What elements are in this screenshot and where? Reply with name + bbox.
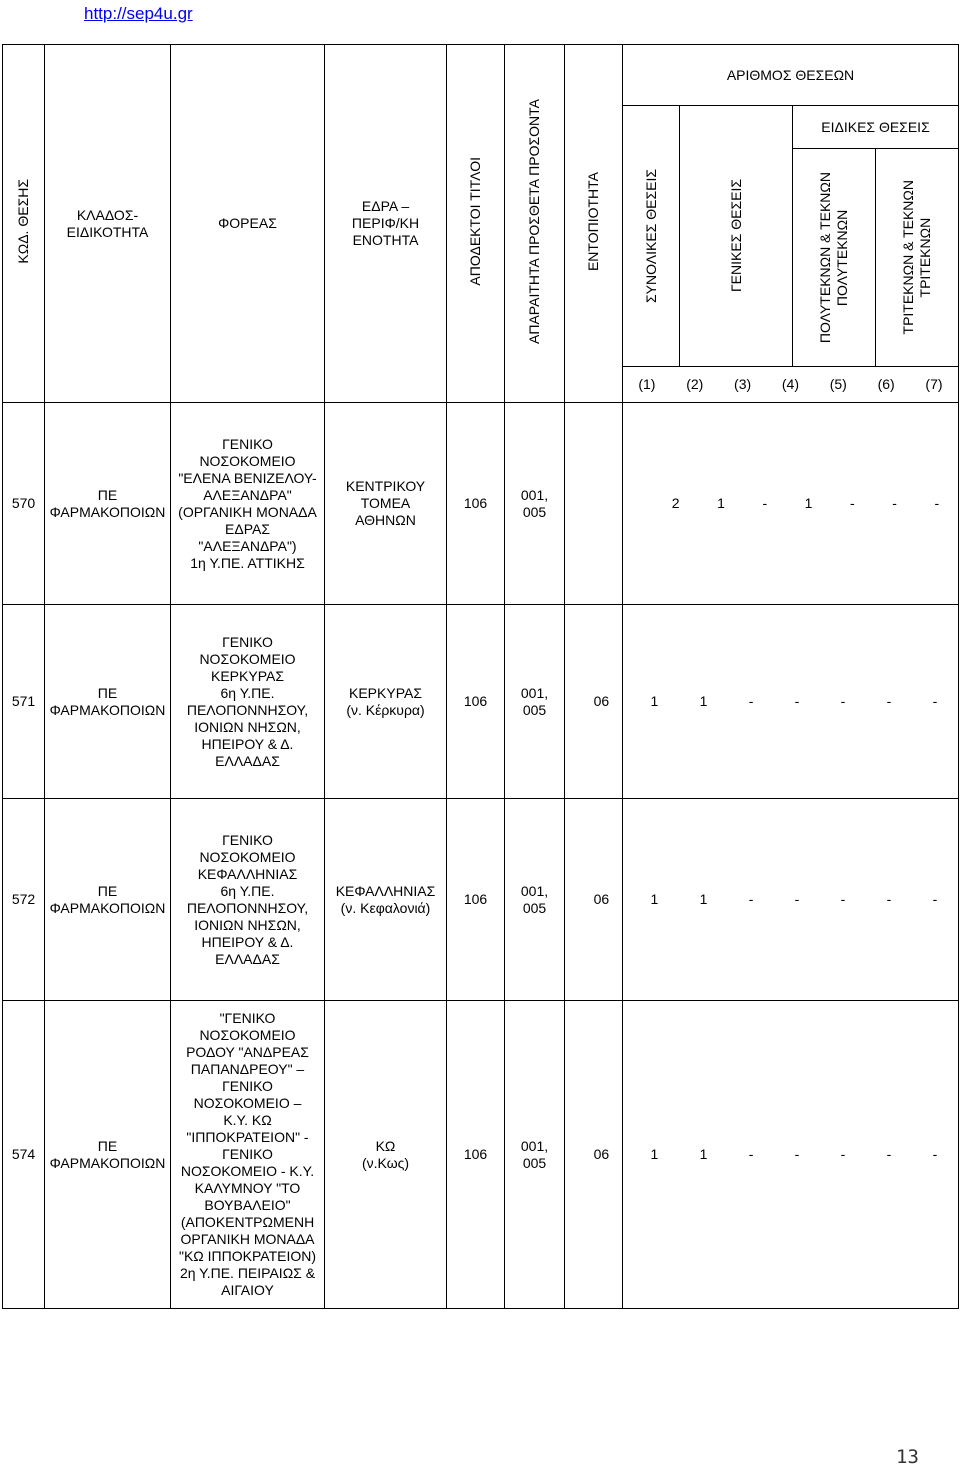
header-seat: ΕΔΡΑ – ΠΕΡΙΦ/ΚΗ ΕΝΟΤΗΤΑ <box>325 45 447 403</box>
row-seat: ΚΩ (ν.Κως) <box>325 1001 447 1309</box>
header-locality: ΕΝΤΟΠΙΟΤΗΤΑ <box>565 45 623 403</box>
header-subcolumns <box>623 106 959 367</box>
count: - <box>850 495 855 511</box>
row-counts <box>593 1001 959 1309</box>
header-titles: ΑΠΟΔΕΚΤΟΙ ΤΙΤΛΟΙ <box>447 45 505 403</box>
header-total: ΣΥΝΟΛΙΚΕΣ ΘΕΣΕΙΣ <box>623 106 680 366</box>
row-counts <box>593 799 959 1001</box>
row-extra: 001, 005 <box>505 799 565 1001</box>
row-branch: ΠΕ ΦΑΡΜΑΚΟΠΟΙΩΝ <box>45 605 171 799</box>
row-branch: ΠΕ ΦΑΡΜΑΚΟΠΟΙΩΝ <box>45 1001 171 1309</box>
col-num: (2) <box>686 376 704 392</box>
count: - <box>794 693 800 709</box>
count: 06 <box>593 891 610 907</box>
count: - <box>840 1146 846 1162</box>
count: 1 <box>804 495 813 511</box>
row-locality <box>565 403 623 605</box>
count: 1 <box>699 891 708 907</box>
table-row <box>3 605 959 799</box>
row-counts <box>623 403 959 605</box>
count: 06 <box>593 693 610 709</box>
header-general: ΓΕΝΙΚΕΣ ΘΕΣΕΙΣ <box>680 106 793 366</box>
count: - <box>886 1146 892 1162</box>
row-agency: ΓΕΝΙΚΟ ΝΟΣΟΚΟΜΕΙΟ "ΕΛΕΝΑ ΒΕΝΙΖΕΛΟΥ- ΑΛΕΞΑΝΔΡΑ" (ΟΡΓΑΝΙΚΗ ΜΟΝΑΔΑ ΕΔΡΑΣ "ΑΛΕΞΑΝΔΡΑ") 1η Υ.ΠΕ. ΑΤΤΙΚΗΣ <box>171 403 325 605</box>
count: - <box>748 1146 754 1162</box>
count: 06 <box>593 1146 610 1162</box>
row-titles: 106 <box>447 605 505 799</box>
row-code: 574 <box>3 1001 45 1309</box>
row-agency: ΓΕΝΙΚΟ ΝΟΣΟΚΟΜΕΙΟ ΚΕΡΚΥΡΑΣ 6η Υ.ΠΕ. ΠΕΛΟΠΟΝΝΗΣΟΥ, ΙΟΝΙΩΝ ΝΗΣΩΝ, ΗΠΕΙΡΟΥ & Δ. ΕΛΛΑΔΑΣ <box>171 605 325 799</box>
page-number: 13 <box>896 1446 919 1468</box>
count: 1 <box>650 1146 659 1162</box>
count: 1 <box>717 495 725 511</box>
header-branch: ΚΛΑΔΟΣ- ΕΙΔΙΚΟΤΗΤΑ <box>45 45 171 403</box>
col-num: (4) <box>781 376 800 392</box>
count: - <box>840 693 846 709</box>
count: - <box>932 693 938 709</box>
row-branch: ΠΕ ΦΑΡΜΑΚΟΠΟΙΩΝ <box>45 403 171 605</box>
col-num: (7) <box>925 376 943 392</box>
row-titles: 106 <box>447 403 505 605</box>
header-link[interactable]: http://sep4u.gr <box>84 4 193 23</box>
header-positions-group <box>623 45 959 106</box>
header-positions-count: ΑΡΙΘΜΟΣ ΘΕΣΕΩΝ <box>726 66 855 83</box>
count: - <box>748 693 754 709</box>
row-branch: ΠΕ ΦΑΡΜΑΚΟΠΟΙΩΝ <box>45 799 171 1001</box>
header-three: ΤΡΙΤΕΚΝΩΝ & ΤΕΚΝΩΝ ΤΡΙΤΕΚΝΩΝ <box>900 180 933 335</box>
count: 2 <box>671 495 680 511</box>
count: - <box>794 891 800 907</box>
header-extra: ΑΠΑΡΑΙΤΗΤΑ ΠΡΟΣΘΕΤΑ ΠΡΟΣΟΝΤΑ <box>505 45 565 403</box>
count: - <box>886 891 892 907</box>
col-num: (5) <box>829 376 847 392</box>
row-seat: ΚΕΦΑΛΛΗΝΙΑΣ (ν. Κεφαλονιά) <box>325 799 447 1001</box>
col-num: (6) <box>877 376 895 392</box>
header-column-numbers <box>623 367 959 403</box>
count: - <box>932 1146 938 1162</box>
count: 1 <box>699 1146 708 1162</box>
count: 1 <box>699 693 708 709</box>
header-special: ΕΙΔΙΚΕΣ ΘΕΣΕΙΣ <box>793 106 958 149</box>
row-agency: "ΓΕΝΙΚΟ ΝΟΣΟΚΟΜΕΙΟ ΡΟΔΟΥ "ΑΝΔΡΕΑΣ ΠΑΠΑΝΔΡΕΟΥ" – ΓΕΝΙΚΟ ΝΟΣΟΚΟΜΕΙΟ – Κ.Υ. ΚΩ "ΙΠΠΟΚΡΑΤΕΙΟΝ" - ΓΕΝΙΚΟ ΝΟΣΟΚΟΜΕΙΟ - Κ.Υ. ΚΑΛΥΜΝΟΥ "ΤΟ ΒΟΥΒΑΛΕΙΟ" (ΑΠΟΚΕΝΤΡΩΜΕΝΗ ΟΡΓΑΝΙΚΗ ΜΟΝΑΔΑ "ΚΩ ΙΠΠΟΚΡΑΤΕΙΟΝ) 2η Υ.ΠΕ. ΠΕΙΡΑΙΩΣ & ΑΙΓΑΙΟΥ <box>171 1001 325 1309</box>
count: - <box>892 495 897 511</box>
count: 1 <box>650 693 659 709</box>
header-multi: ΠΟΛΥΤΕΚΝΩΝ & ΤΕΚΝΩΝ ΠΟΛΥΤΕΚΝΩΝ <box>793 149 876 366</box>
row-titles: 106 <box>447 1001 505 1309</box>
count: - <box>762 495 768 511</box>
table-row <box>3 799 959 1001</box>
col-num: (1) <box>638 376 656 392</box>
header-agency: ΦΟΡΕΑΣ <box>171 45 325 403</box>
row-seat: ΚΕΡΚΥΡΑΣ (ν. Κέρκυρα) <box>325 605 447 799</box>
count: - <box>840 891 846 907</box>
row-code: 572 <box>3 799 45 1001</box>
row-extra: 001, 005 <box>505 403 565 605</box>
count: - <box>934 495 940 511</box>
row-extra: 001, 005 <box>505 1001 565 1309</box>
row-code: 571 <box>3 605 45 799</box>
header-code: ΚΩΔ. ΘΕΣΗΣ <box>3 45 45 403</box>
table-row <box>3 1001 959 1309</box>
count: - <box>794 1146 800 1162</box>
row-extra: 001, 005 <box>505 605 565 799</box>
row-seat: ΚΕΝΤΡΙΚΟΥ ΤΟΜΕΑ ΑΘΗΝΩΝ <box>325 403 447 605</box>
count: 1 <box>650 891 659 907</box>
table-row <box>3 403 959 605</box>
count: - <box>932 891 938 907</box>
col-num: (3) <box>734 376 752 392</box>
row-agency: ΓΕΝΙΚΟ ΝΟΣΟΚΟΜΕΙΟ ΚΕΦΑΛΛΗΝΙΑΣ 6η Υ.ΠΕ. ΠΕΛΟΠΟΝΝΗΣΟΥ, ΙΟΝΙΩΝ ΝΗΣΩΝ, ΗΠΕΙΡΟΥ & Δ. ΕΛΛΑΔΑΣ <box>171 799 325 1001</box>
count: - <box>886 693 892 709</box>
count: - <box>748 891 754 907</box>
row-counts <box>593 605 959 799</box>
positions-table <box>2 44 959 1309</box>
row-titles: 106 <box>447 799 505 1001</box>
row-code: 570 <box>3 403 45 605</box>
